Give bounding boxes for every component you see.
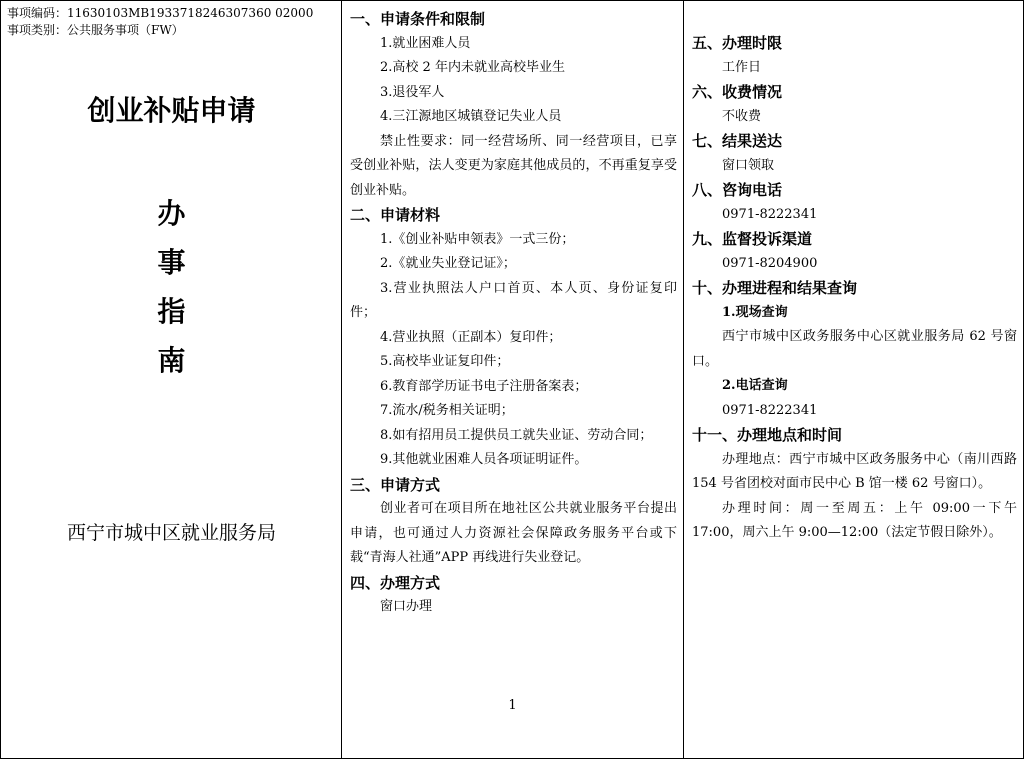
list-item: 3.退役军人 (380, 84, 445, 100)
section-heading: 四、办理方式 (350, 573, 441, 592)
item-meta (7, 5, 313, 39)
middle-column (342, 1, 684, 758)
list-item: 3.营业执照法人户口首页、本人页、身份证复印件； (350, 280, 677, 320)
item-type: 事项类别：公共服务事项（FW） (7, 23, 184, 37)
section-heading: 六、收费情况 (692, 83, 783, 101)
guide-char: 指 (157, 295, 186, 328)
guide-char: 事 (157, 246, 186, 279)
subsection-heading: 2.电话查询 (722, 378, 788, 393)
subsection-heading: 1.现场查询 (722, 304, 788, 320)
section-heading: 十一、办理地点和时间 (692, 426, 843, 444)
section-heading: 一、申请条件和限制 (350, 10, 486, 28)
section-text: 不收费 (722, 108, 762, 124)
list-item: 2.高校 2 年内未就业高校毕业生 (380, 60, 565, 75)
section-heading: 七、结果送达 (692, 132, 783, 150)
guide-char: 办 (157, 197, 186, 230)
list-item: 1.就业困难人员 (380, 35, 471, 51)
list-item: 2.《就业失业登记证》； (380, 256, 516, 271)
list-item: 5.高校毕业证复印件； (380, 354, 510, 369)
section-heading: 五、办理时限 (692, 34, 783, 52)
processing-method-text: 窗口办理 (380, 599, 433, 614)
onsite-query-text: 西宁市城中区政务服务中心区就业服务局 62 号窗口。 (692, 329, 1017, 369)
consult-phone: 0971-8222341 (722, 206, 818, 222)
application-method-text: 创业者可在项目所在地社区公共就业服务平台提出申请，也可通过人力资源社会保障政务服务平台或下载“青海人社通”APP 再线进行失业登记。 (350, 501, 677, 565)
office-hours: 办理时间：周一至周五：上午 09:00一下午 17:00，周六上午 9:00—12:00（法定节假日除外）。 (692, 500, 1017, 540)
section-heading: 二、申请材料 (350, 206, 441, 224)
right-column (684, 1, 1023, 758)
guide-char: 南 (157, 344, 186, 377)
list-item: 4.营业执照（正副本）复印件； (380, 329, 562, 345)
list-item: 6.教育部学历证书电子注册备案表； (380, 378, 588, 394)
document-title: 创业补贴申请 (87, 94, 256, 127)
restriction-note: 禁止性要求：同一经营场所、同一经营项目，已享受创业补贴，法人变更为家庭其他成员的，不再重复享受创业补贴。 (350, 133, 677, 198)
list-item: 1.《创业补贴申领表》一式三份； (380, 231, 575, 247)
guide-label (1, 189, 342, 385)
section-heading: 九、监督投诉渠道 (692, 230, 813, 248)
office-location: 办理地点：西宁市城中区政务服务中心（南川西路 154 号省团校对面市民中心 B 馆一楼 62 号窗口）。 (692, 451, 1017, 491)
list-item: 7.流水/税务相关证明； (380, 403, 514, 418)
section-heading: 三、申请方式 (350, 475, 441, 494)
section-heading: 八、咨询电话 (692, 181, 783, 199)
section-text: 窗口领取 (722, 157, 775, 173)
item-code: 事项编码：11630103MB1933718246307360 02000 (7, 6, 314, 20)
phone-query-text: 0971-8222341 (722, 402, 818, 418)
organization-name: 西宁市城中区就业服务局 (66, 522, 276, 544)
list-item: 4.三江源地区城镇登记失业人员 (380, 109, 562, 124)
complaint-phone: 0971-8204900 (722, 255, 818, 271)
list-item: 9.其他就业困难人员各项证明证件。 (380, 452, 588, 467)
page-number: 1 (508, 698, 517, 713)
cover-column (1, 1, 342, 758)
list-item: 8.如有招用员工提供员工就失业证、劳动合同； (380, 427, 653, 443)
section-text: 工作日 (722, 59, 762, 75)
section-heading: 十、办理进程和结果查询 (692, 279, 858, 297)
